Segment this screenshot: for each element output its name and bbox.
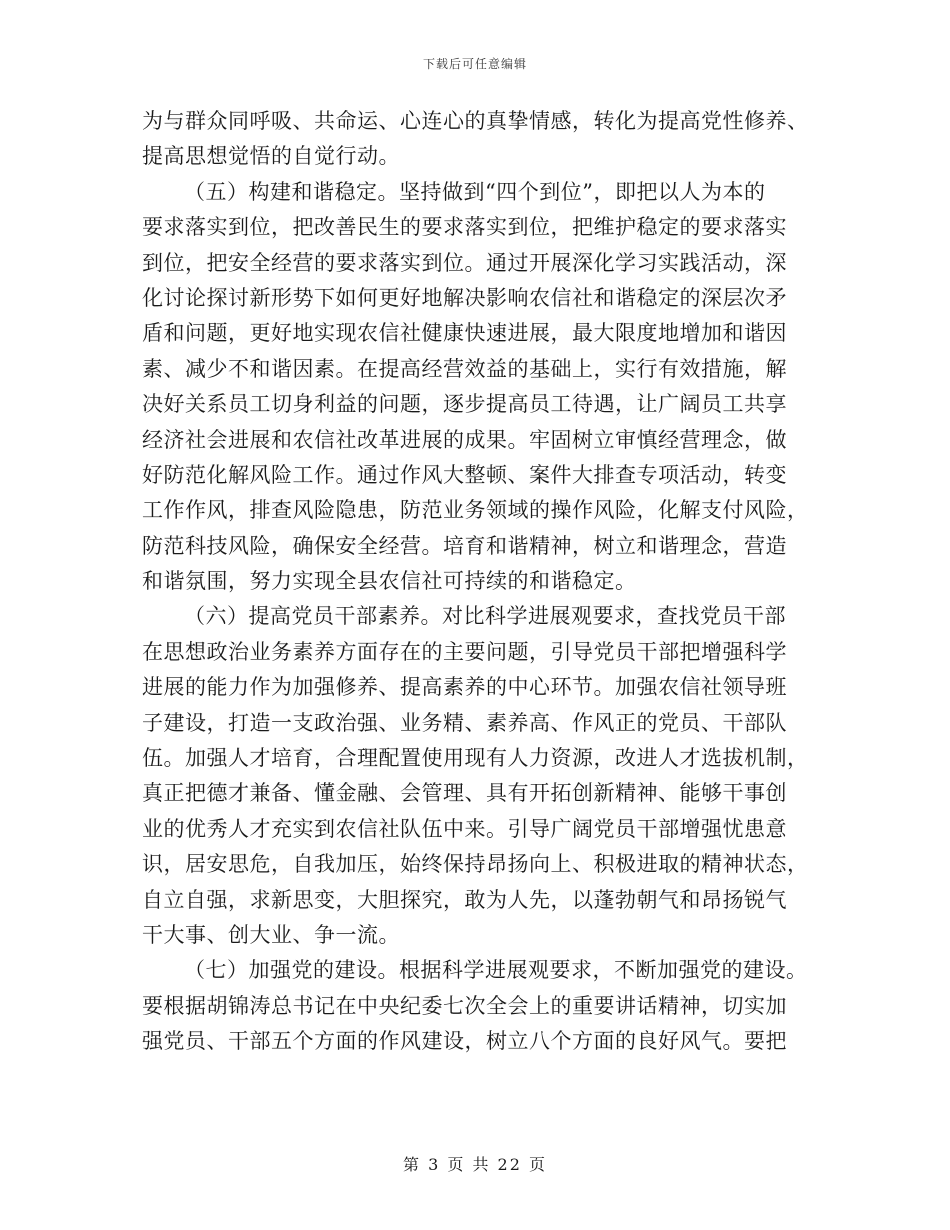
page-number: 第 3 页 共 22 页 bbox=[403, 1155, 547, 1174]
text-line: 干大事、创大业、争一流。 bbox=[142, 922, 400, 947]
text-line: （七）加强党的建设。根据科学进展观要求，不断加强党的建设。 bbox=[184, 958, 808, 983]
text-line: 提高思想觉悟的自觉行动。 bbox=[142, 144, 400, 169]
text-line: 素、减少不和谐因素。在提高经营效益的基础上，实行有效措施，解 bbox=[142, 356, 787, 381]
text-line: 要根据胡锦涛总书记在中央纪委七次全会上的重要讲话精神，切实加 bbox=[142, 993, 787, 1018]
text-line: 在思想政治业务素养方面存在的主要问题，引导党员干部把增强科学 bbox=[142, 639, 787, 664]
document-body bbox=[142, 104, 814, 1060]
text-line: 伍。加强人才培育，合理配置使用现有人力资源，改进人才选拔机制， bbox=[142, 746, 809, 771]
text-line: 要求落实到位，把改善民生的要求落实到位，把维护稳定的要求落实 bbox=[142, 215, 787, 240]
page-header: 下载后可任意编辑 bbox=[422, 57, 527, 71]
text-line: 经济社会进展和农信社改革进展的成果。牢固树立审慎经营理念，做 bbox=[142, 427, 787, 452]
text-line: 好防范化解风险工作。通过作风大整顿、案件大排查专项活动，转变 bbox=[142, 462, 787, 487]
text-line: 防范科技风险，确保安全经营。培育和谐精神，树立和谐理念，营造 bbox=[142, 533, 787, 558]
text-line: 到位，把安全经营的要求落实到位。通过开展深化学习实践活动，深 bbox=[142, 250, 787, 275]
text-line: 为与群众同呼吸、共命运、心连心的真挚情感，转化为提高党性修养、 bbox=[142, 109, 809, 133]
text-line: 强党员、干部五个方面的作风建设，树立八个方面的良好风气。要把 bbox=[142, 1029, 787, 1054]
text-line: 真正把德才兼备、懂金融、会管理、具有开拓创新精神、能够干事创 bbox=[142, 781, 787, 806]
text-line: （六）提高党员干部素养。对比科学进展观要求，查找党员干部 bbox=[184, 604, 786, 629]
text-line: 盾和问题，更好地实现农信社健康快速进展，最大限度地增加和谐因 bbox=[142, 321, 787, 346]
text-line: 和谐氛围，努力实现全县农信社可持续的和谐稳定。 bbox=[142, 569, 637, 594]
text-line: 识，居安思危，自我加压，始终保持昂扬向上、积极进取的精神状态， bbox=[142, 852, 809, 877]
text-line: 进展的能力作为加强修养、提高素养的中心环节。加强农信社领导班 bbox=[142, 675, 787, 700]
text-line: （五）构建和谐稳定。坚持做到“四个到位”，即把以人为本的 bbox=[184, 179, 766, 204]
text-line: 子建设，打造一支政治强、业务精、素养高、作风正的党员、干部队 bbox=[142, 710, 787, 735]
text-line: 化讨论探讨新形势下如何更好地解决影响农信社和谐稳定的深层次矛 bbox=[142, 285, 787, 310]
text-line: 自立自强，求新思变，大胆探究，敢为人先，以蓬勃朝气和昂扬锐气 bbox=[142, 887, 787, 912]
text-line: 决好关系员工切身利益的问题，逐步提高员工待遇，让广阔员工共享 bbox=[142, 392, 787, 417]
text-line: 工作作风，排查风险隐患，防范业务领域的操作风险，化解支付风险， bbox=[142, 498, 809, 523]
text-line: 业的优秀人才充实到农信社队伍中来。引导广阔党员干部增强忧患意 bbox=[142, 816, 787, 841]
